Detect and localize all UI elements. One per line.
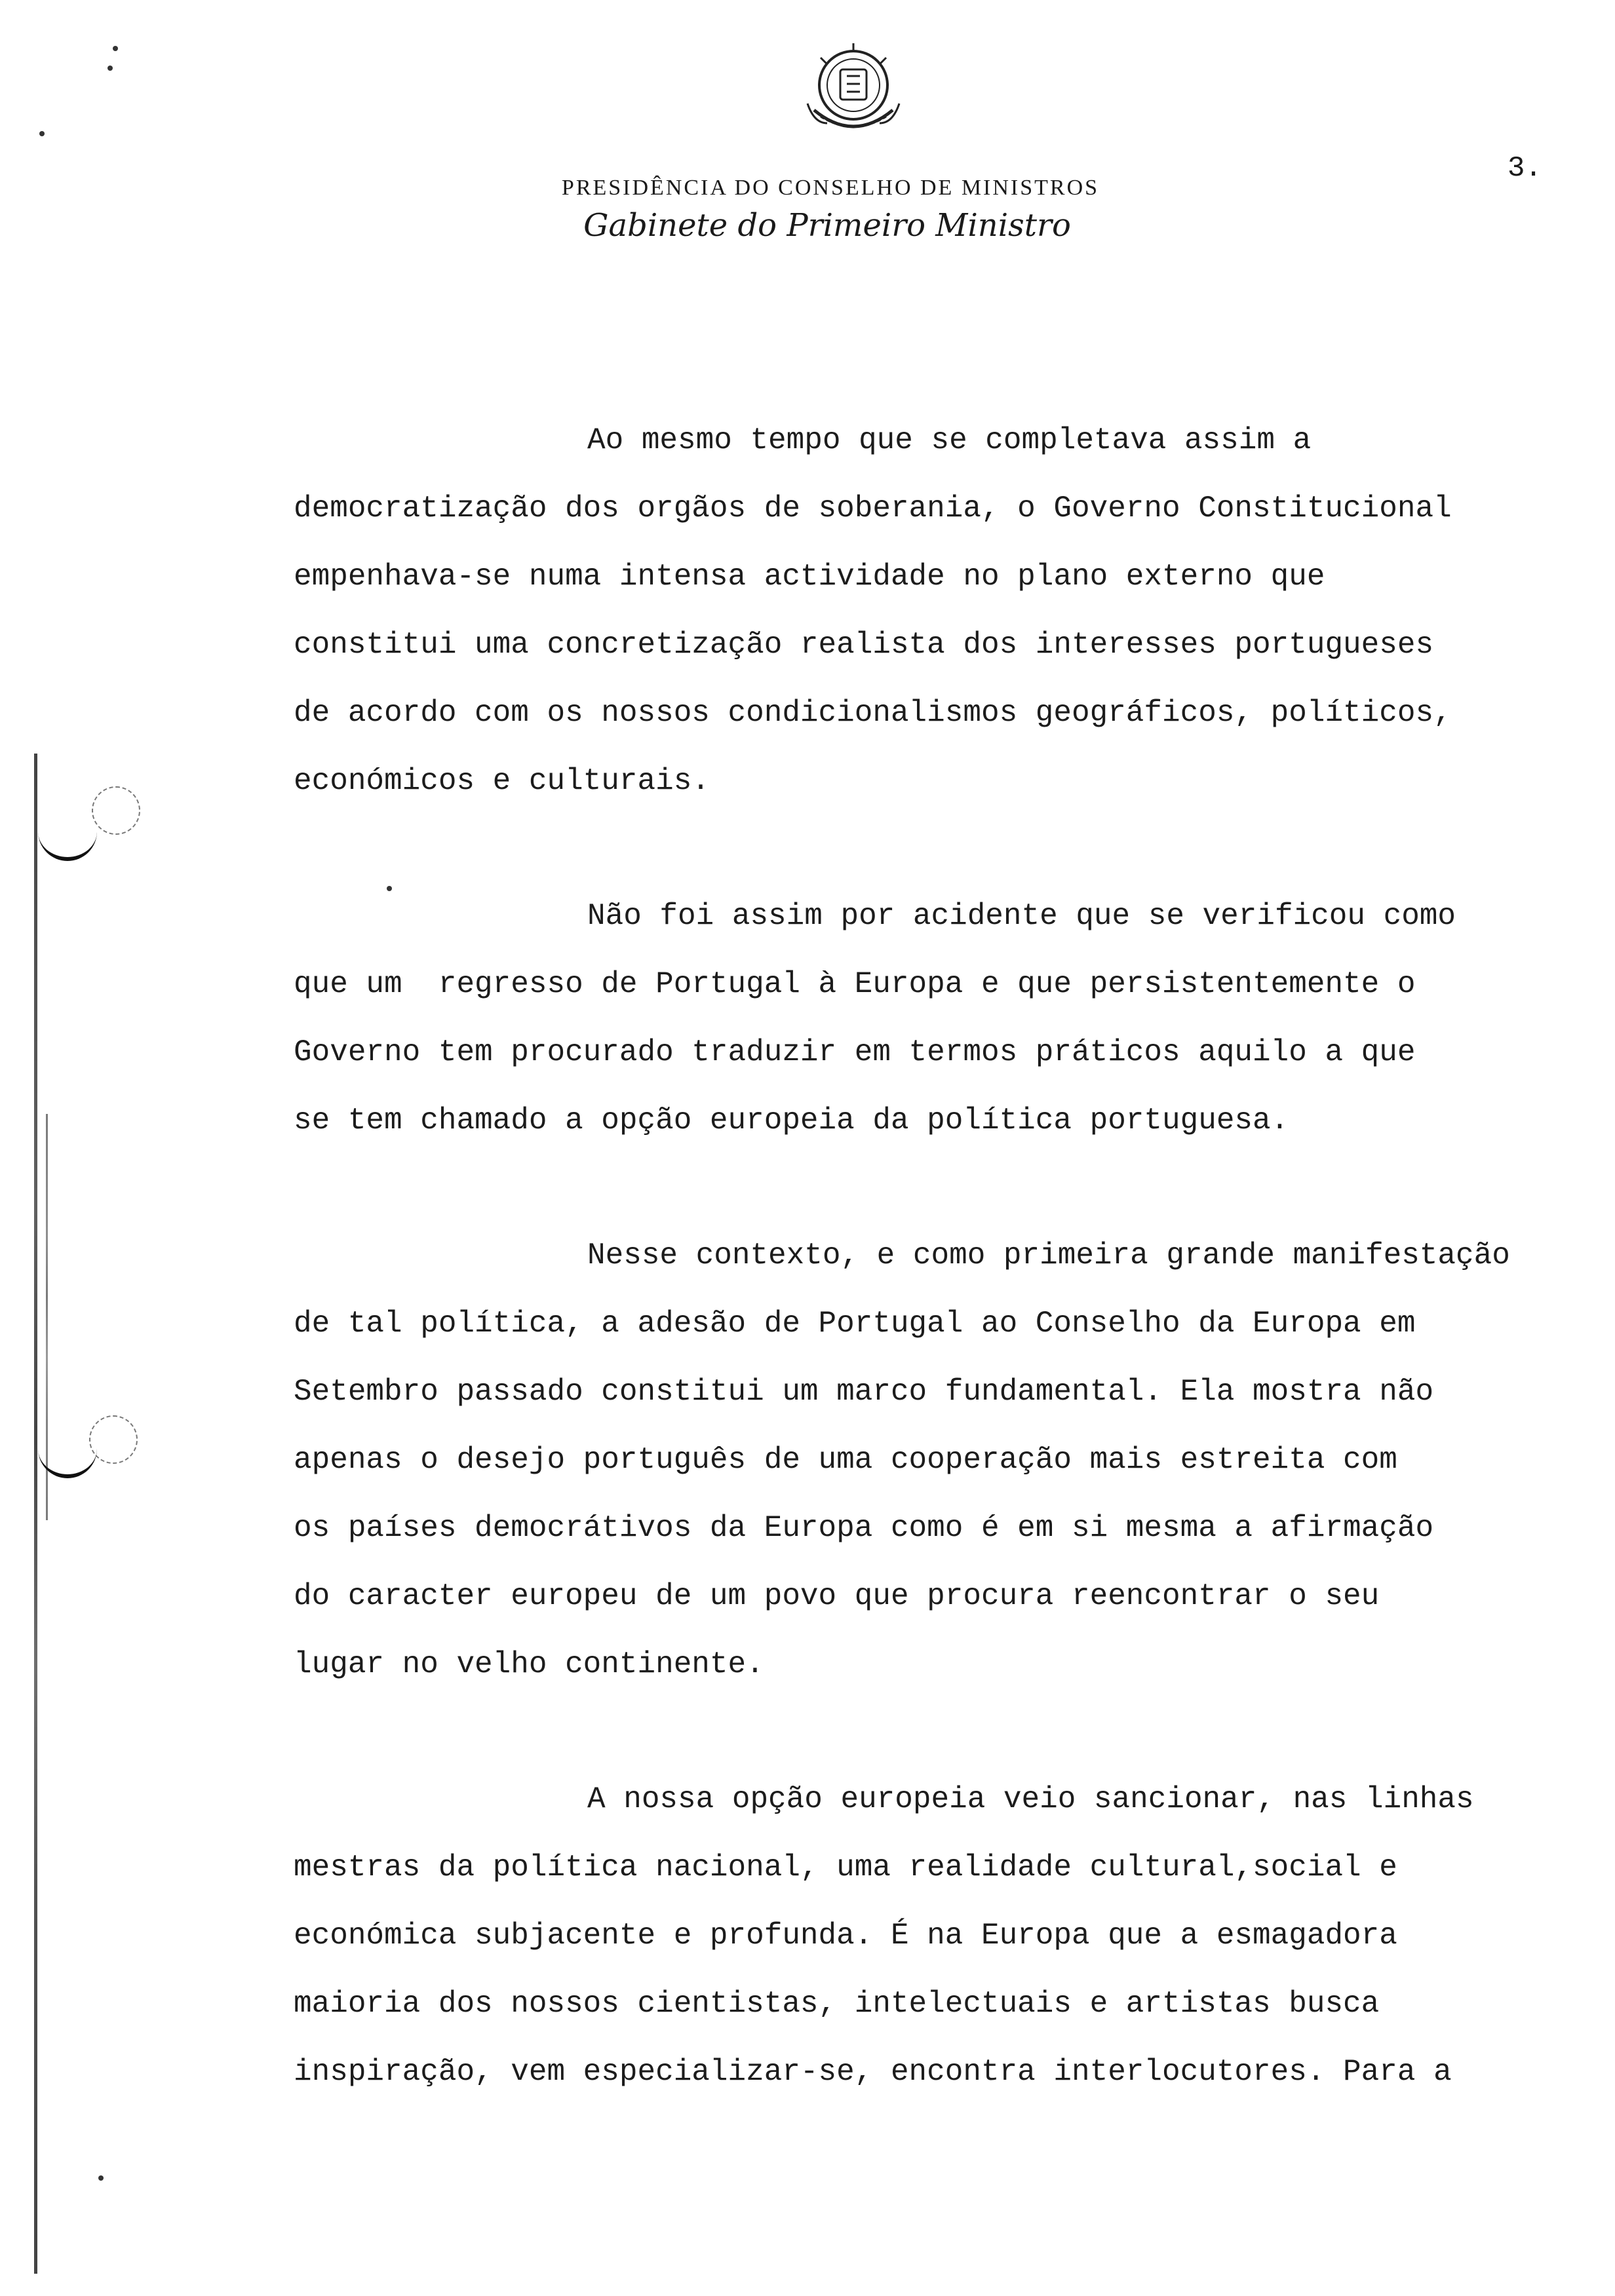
punch-hole-shadow [38,818,97,861]
text-line: que um regresso de Portugal à Europa e que persistentemente o [294,967,1416,1001]
text-line: económica subjacente e profunda. É na Europa que a esmagadora [294,1919,1397,1953]
text-line: económicos e culturais. [294,764,710,798]
text-line: inspiração, vem especializar-se, encontra interlocutores. Para a [294,2055,1452,2089]
text-line: apenas o desejo português de uma cooperação mais estreita com [294,1443,1397,1477]
text-line: A nossa opção europeia veio sancionar, nas linhas [587,1782,1474,1816]
text-line: de tal política, a adesão de Portugal ao Conselho da Europa em [294,1307,1416,1341]
paragraph-1 [294,406,1591,815]
coat-of-arms-emblem [801,38,906,149]
text-line: democratização dos orgãos de soberania, o Governo Constitucional [294,491,1452,526]
text-line: Governo tem procurado traduzir em termos práticos aquilo a que [294,1035,1416,1069]
text-line: Não foi assim por acidente que se verificou como [587,899,1456,933]
text-line: de acordo com os nossos condicionalismos geográficos, políticos, [294,696,1452,730]
scan-speck [107,66,113,71]
binding-edge-mark [34,754,37,2274]
text-line: mestras da política nacional, uma realidade cultural,social e [294,1850,1397,1885]
paragraph-2 [294,882,1591,1155]
text-line: constitui uma concretização realista dos interesses portugueses [294,628,1434,662]
text-line: os países democrátivos da Europa como é em si mesma a afirmação [294,1511,1434,1545]
scan-speck [39,131,45,136]
scan-speck [113,46,118,51]
paragraph-3 [294,1221,1591,1698]
punch-hole [92,786,140,835]
organization-title: PRESIDÊNCIA DO CONSELHO DE MINISTROS [561,176,1100,200]
text-line: Setembro passado constitui um marco fundamental. Ela mostra não [294,1375,1434,1409]
page-number: 3. [1508,152,1542,185]
paragraph-4 [294,1765,1591,2106]
text-line: Ao mesmo tempo que se completava assim a [587,423,1312,457]
text-line: maioria dos nossos cientistas, intelectuais e artistas busca [294,1987,1380,2021]
text-line: Nesse contexto, e como primeira grande manifestação [587,1238,1510,1272]
scan-speck [98,2175,104,2181]
text-line: lugar no velho continente. [294,1647,764,1681]
text-line: do caracter europeu de um povo que procura reencontrar o seu [294,1579,1380,1613]
text-line: se tem chamado a opção europeia da política portuguesa. [294,1103,1289,1138]
office-subtitle: Gabinete do Primeiro Ministro [583,207,1071,244]
text-line: empenhava-se numa intensa actividade no plano externo que [294,560,1325,594]
